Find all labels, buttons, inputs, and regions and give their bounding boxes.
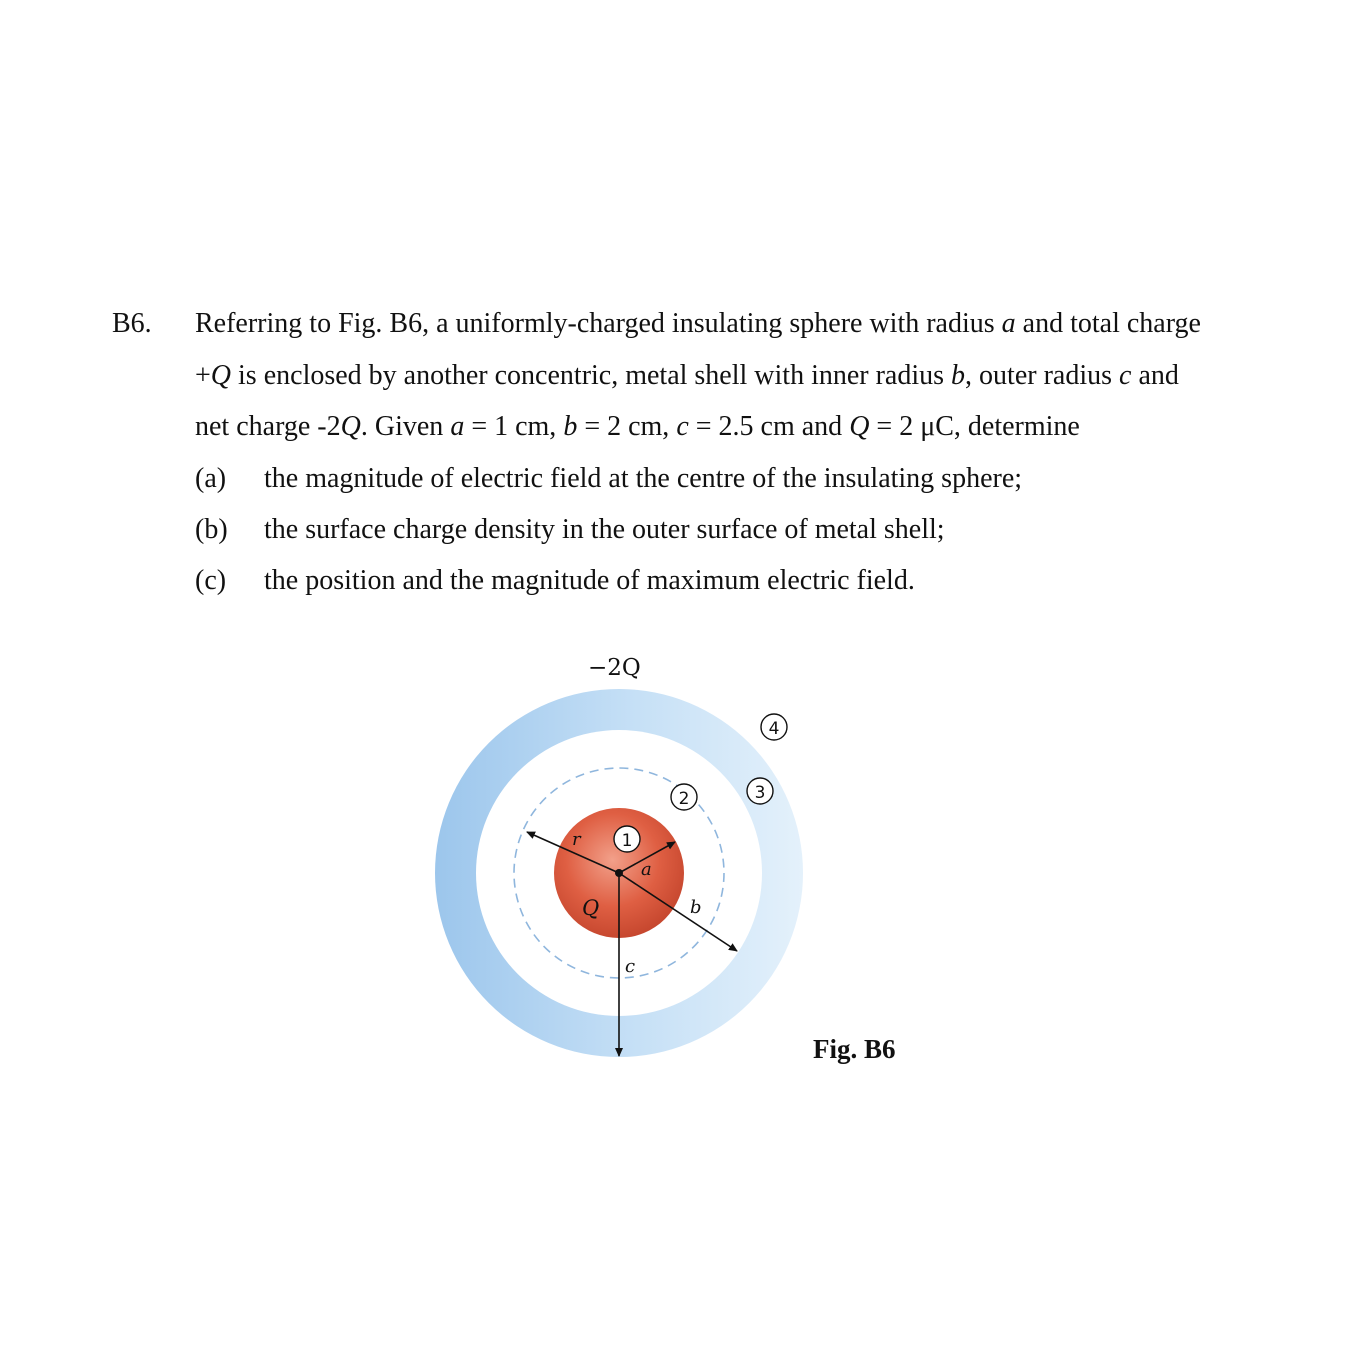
radius-b-label: b (690, 897, 702, 918)
region-2-marker (671, 784, 697, 810)
part-a-text: the magnitude of electric field at the centre of the insulating sphere; (264, 463, 1023, 494)
radius-c-label: c (625, 956, 636, 977)
region-1-marker (614, 826, 640, 852)
region-4-marker (761, 714, 787, 740)
svg-text:2: 2 (678, 789, 690, 809)
region-3-marker (747, 778, 773, 804)
svg-text:3: 3 (754, 783, 766, 803)
part-c-text: the position and the magnitude of maximum electric field. (264, 565, 915, 596)
figure-caption: Fig. B6 (813, 1034, 896, 1064)
question-line-3: net charge -2Q. Given a = 1 cm, b = 2 cm, c = 2.5 cm and Q = 2 μC, determine (195, 411, 1080, 442)
part-a-label: (a) (195, 463, 227, 494)
center-dot (615, 869, 623, 877)
question-number: B6. (112, 308, 152, 339)
radius-r-label: r (572, 829, 581, 850)
radius-a-label: a (641, 859, 652, 880)
shell-charge-label: −2Q (588, 655, 641, 681)
svg-text:4: 4 (768, 719, 780, 739)
question-line-1: Referring to Fig. B6, a uniformly-charged insulating sphere with radius a and total charge (195, 308, 1201, 339)
figure-concentric-sphere-shell (420, 640, 840, 1080)
question-line-2: +Q is enclosed by another concentric, metal shell with inner radius b, outer radius c and (195, 360, 1179, 391)
part-b-text: the surface charge density in the outer surface of metal shell; (264, 514, 945, 545)
part-b-label: (b) (195, 514, 228, 545)
sphere-charge-label: Q (582, 896, 600, 920)
part-c-label: (c) (195, 565, 227, 596)
svg-text:1: 1 (621, 831, 633, 851)
